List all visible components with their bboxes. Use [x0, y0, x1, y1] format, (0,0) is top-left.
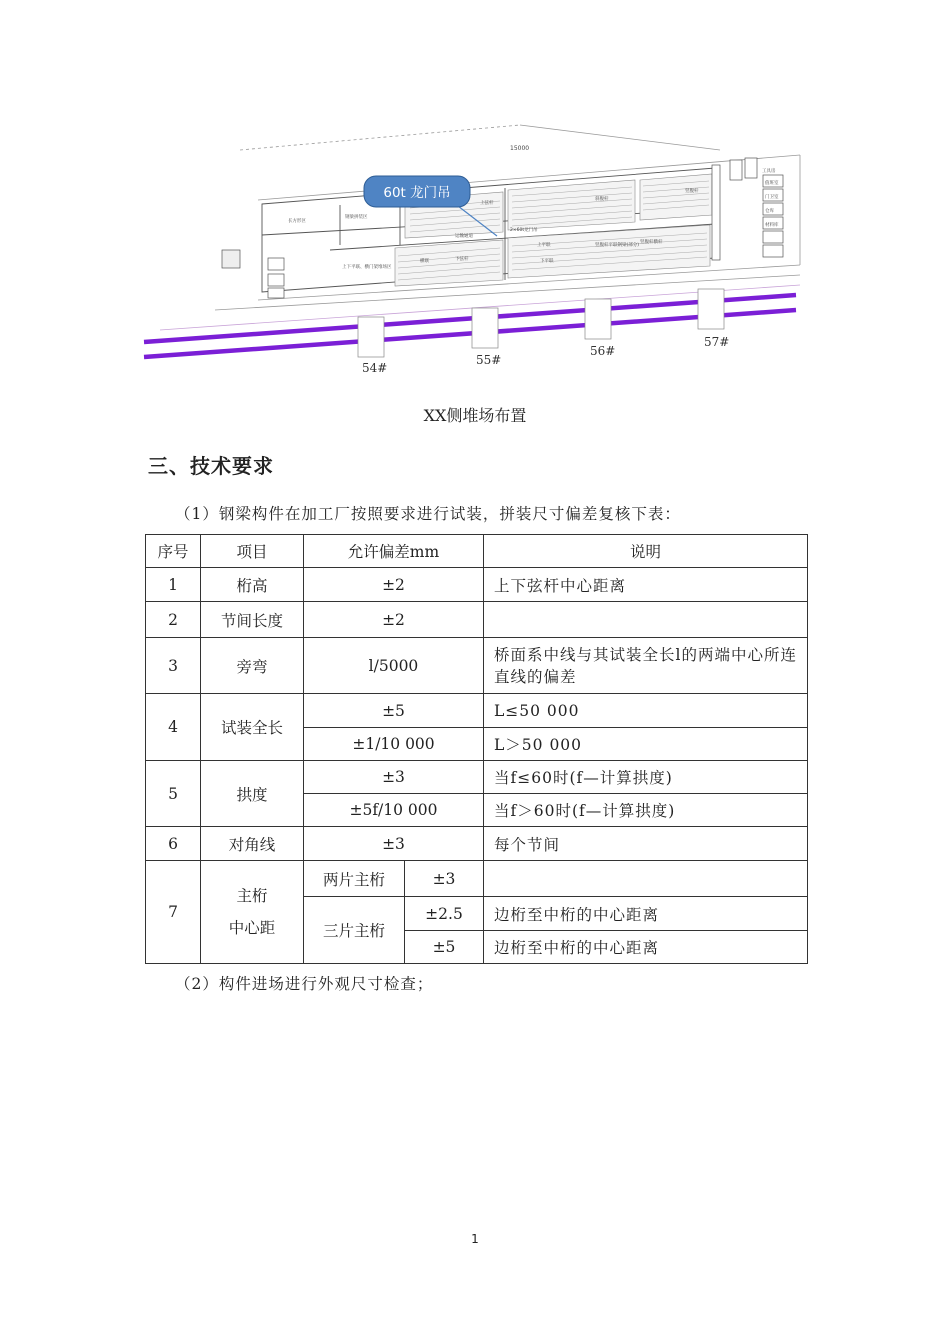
- cell-no: 4: [146, 694, 201, 761]
- header-tolerance: 允许偏差mm: [304, 535, 484, 568]
- paragraph-trial-assembly: （1）钢梁构件在加工厂按照要求进行试装，拼装尺寸偏差复核下表：: [175, 505, 681, 523]
- cell-note: 边桁至中桁的中心距离: [484, 931, 808, 964]
- cell-tolerance: l/5000: [304, 638, 484, 694]
- cell-no: 6: [146, 827, 201, 861]
- page-number: 1: [471, 1232, 479, 1246]
- cell-note: 当f＞60时(f—计算拱度): [484, 794, 808, 827]
- cell-no: 2: [146, 602, 201, 638]
- cell-tolerance: ±3: [405, 861, 484, 897]
- cell-no: 5: [146, 761, 201, 827]
- header-item: 项目: [201, 535, 304, 568]
- table-row: [146, 827, 808, 861]
- cell-tolerance: ±5f/10 000: [304, 794, 484, 827]
- zone-label: 长方形区: [288, 219, 306, 224]
- cell-note: 边桁至中桁的中心距离: [484, 897, 808, 931]
- cell-item: 节间长度: [201, 602, 304, 638]
- zone-label: 2×60t龙门吊: [510, 228, 538, 233]
- zone-label: 横联: [420, 259, 429, 264]
- section-heading: 三、技术要求: [148, 454, 274, 478]
- cell-item: [201, 861, 304, 964]
- table-row: [146, 602, 808, 638]
- cell-tolerance: ±2.5: [405, 897, 484, 931]
- table-row: [146, 761, 808, 794]
- zone-label: 钢梁拼装区: [345, 215, 368, 220]
- pier-label: 54#: [362, 361, 388, 375]
- cell-item-line: 主桁: [236, 887, 268, 905]
- zone-label: 竖腹杆横杆: [640, 240, 663, 245]
- cell-item: 试装全长: [201, 694, 304, 761]
- zone-label: 运输通道: [455, 234, 473, 239]
- zone-label: 上下平联、横门架堆场区: [342, 265, 392, 270]
- cell-no: 3: [146, 638, 201, 694]
- pier-label: 55#: [476, 353, 502, 367]
- zone-label: 竖腹杆平联钢梁(部分): [595, 243, 640, 248]
- cell-tolerance: ±2: [304, 568, 484, 602]
- dimension-text: 15000: [510, 145, 530, 152]
- table-header-row: [146, 535, 808, 568]
- building-label: 值班室: [765, 181, 779, 186]
- callout-label: 60t 龙门吊: [383, 185, 451, 201]
- building-label: 工具房: [762, 169, 776, 174]
- paragraph-inspection: （2）构件进场进行外观尺寸检查；: [175, 975, 434, 993]
- table-row: [146, 638, 808, 694]
- cell-item: 旁弯: [201, 638, 304, 694]
- cell-item-line: 中心距: [228, 919, 276, 937]
- cell-no: 1: [146, 568, 201, 602]
- cell-subitem: 两片主桁: [304, 861, 405, 897]
- cell-no: 7: [146, 861, 201, 964]
- cell-tolerance: ±3: [304, 761, 484, 794]
- header-no: 序号: [146, 535, 201, 568]
- zone-label: 上平联: [537, 243, 551, 248]
- pier-label: 57#: [704, 335, 730, 349]
- building-label: 门卫室: [765, 195, 779, 200]
- zone-label: 下弦杆: [455, 257, 469, 262]
- cell-tolerance: ±3: [304, 827, 484, 861]
- building-label: 材料库: [765, 223, 779, 228]
- cell-item: 拱度: [201, 761, 304, 827]
- cell-note: L＞50 000: [484, 728, 808, 761]
- building-label: 仓库: [765, 209, 774, 214]
- cell-subitem: 三片主桁: [304, 897, 405, 964]
- zone-label: 下平联: [540, 259, 554, 264]
- pier-labels: [362, 335, 729, 375]
- header-note: 说明: [484, 535, 808, 568]
- cell-note: [484, 861, 808, 897]
- zone-label: 竖腹杆: [685, 189, 699, 194]
- cell-note: 每个节间: [484, 827, 808, 861]
- tolerance-table: [145, 534, 808, 964]
- cell-note: L≤50 000: [484, 694, 808, 728]
- table-row: [146, 694, 808, 728]
- cell-tolerance: ±5: [405, 931, 484, 964]
- cell-note: 上下弦杆中心距离: [484, 568, 808, 602]
- cell-note: 桥面系中线与其试装全长l的两端中心所连直线的偏差: [484, 638, 808, 694]
- table-row: [146, 568, 808, 602]
- cell-tolerance: ±2: [304, 602, 484, 638]
- zone-label: 斜腹杆: [595, 197, 609, 202]
- pier-label: 56#: [590, 344, 616, 358]
- cell-tolerance: ±1/10 000: [304, 728, 484, 761]
- site-layout-plan: [0, 0, 950, 395]
- cell-note: [484, 602, 808, 638]
- cell-note: 当f≤60时(f—计算拱度): [484, 761, 808, 794]
- zone-label: 上弦杆: [480, 201, 494, 206]
- cell-item: 桁高: [201, 568, 304, 602]
- cell-item: 对角线: [201, 827, 304, 861]
- cell-tolerance: ±5: [304, 694, 484, 728]
- figure-caption: XX侧堆场布置: [423, 406, 527, 425]
- table-row: [146, 861, 808, 897]
